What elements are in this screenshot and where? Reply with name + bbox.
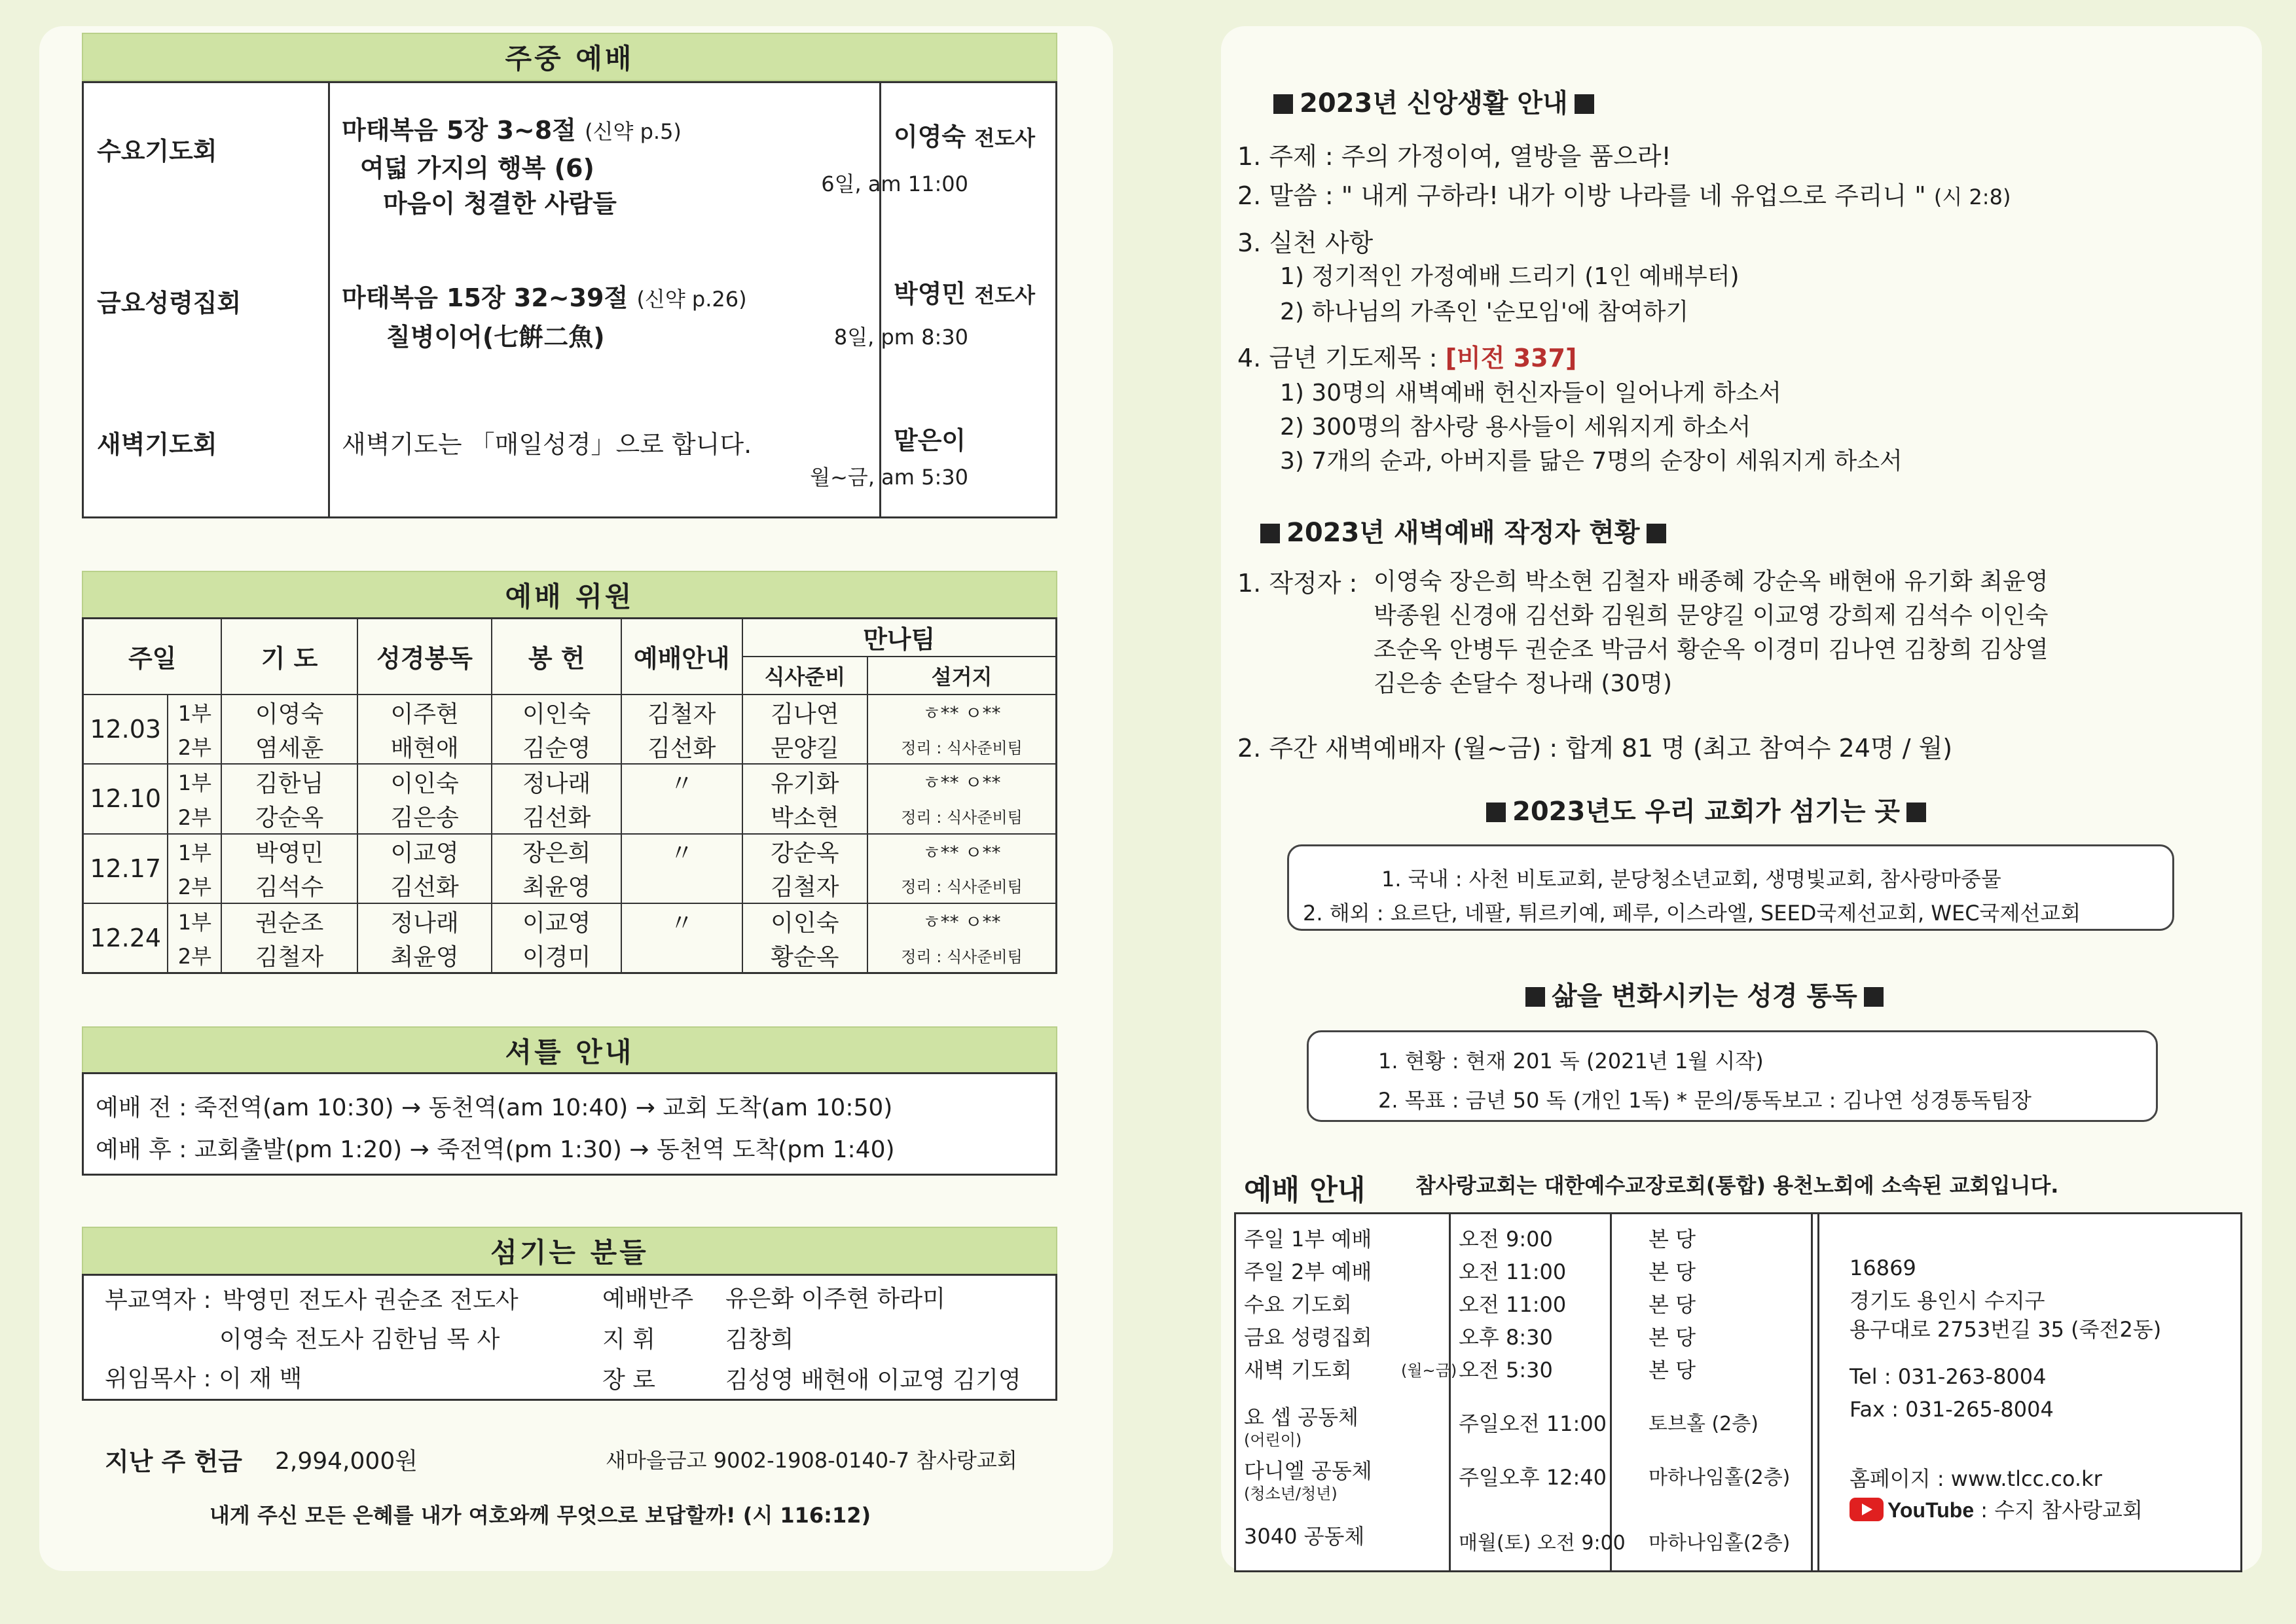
address-line-1: 경기도 용인시 수지구: [1850, 1288, 2045, 1313]
part-1-label: 1부: [168, 764, 221, 799]
committee-guide-1: 김철자: [621, 695, 742, 729]
committee-offering-2: 최윤영: [492, 869, 621, 903]
accompanist-label: 예배반주: [602, 1286, 694, 1312]
part-2-label: 2부: [168, 869, 221, 903]
committee-row: [83, 834, 1057, 869]
dawn-prayer-time: 월~금, am 5:30: [810, 465, 968, 490]
header-manna-team: 만나팀: [742, 619, 1057, 657]
committee-prayer-2: 염세훈: [221, 729, 357, 764]
bible-reading-goal: 2. 목표 : 금년 50 독 (개인 1독) * 문의/통독보고 : 김나연 성경통독팀장: [1378, 1088, 2032, 1113]
committee-clean: 정리 : 식사준비팀: [867, 799, 1056, 833]
committee-prep-1: 유기화: [742, 764, 868, 799]
elders: 김성영 배현애 이교영 김기영: [725, 1367, 1021, 1394]
committee-reading-2: 최윤영: [357, 938, 492, 973]
committee-prayer-2: 김석수: [221, 869, 357, 903]
committee-reading-2: 김은송: [357, 799, 492, 833]
mission-overseas: 2. 해외 : 요르단, 네팔, 튀르키예, 페루, 이스라엘, SEED국제선교회, WEC국제선교회: [1303, 901, 2081, 926]
committee-reading-2: 김선화: [357, 869, 492, 903]
committee-dish: ㅎ** ㅇ**: [867, 764, 1056, 799]
header-guide: 예배안내: [621, 619, 742, 695]
header-reading: 성경봉독: [357, 619, 492, 695]
conductor-label: 지 휘: [602, 1326, 655, 1353]
wednesday-sermon-2: 마음이 청결한 사람들: [383, 189, 617, 218]
committee-row: [83, 764, 1057, 799]
associate-ministers-2: 이영숙 전도사 김한님 목 사: [219, 1326, 500, 1353]
homepage: 홈페이지 : www.tlcc.co.kr: [1850, 1466, 2102, 1491]
committee-reading-2: 배현애: [357, 729, 492, 764]
service-time: 주일오전 11:00: [1459, 1411, 1607, 1436]
friday-sermon: 칠병이어(七餠二魚): [386, 323, 605, 352]
service-name: 3040 공동체: [1244, 1524, 1365, 1549]
committee-prep-1: 강순옥: [742, 834, 868, 869]
service-sub: (월~금): [1401, 1362, 1457, 1380]
accompanists: 유은화 이주현 하라미: [725, 1286, 945, 1312]
committee-guide-1: 〃: [621, 764, 742, 799]
committee-guide-1: 〃: [621, 834, 742, 869]
committee-guide-2: [621, 799, 742, 833]
part-1-label: 1부: [168, 903, 221, 938]
header-date: 주일: [83, 619, 222, 695]
service-place: 마하나임홀(2층): [1649, 1466, 1791, 1489]
committee-clean: 정리 : 식사준비팀: [867, 729, 1056, 764]
service-time: 오전 11:00: [1459, 1259, 1567, 1284]
associate-label: 부교역자 :: [105, 1287, 211, 1314]
wednesday-passage: 마태복음 5장 3~8절 (신약 p.5): [342, 116, 682, 145]
committee-date: 12.10: [83, 764, 168, 833]
service-place: 본 당: [1649, 1227, 1696, 1252]
committee-prayer-2: 강순옥: [221, 799, 357, 833]
committee-row-part2: [83, 869, 1057, 903]
dawn-prayer-name: 새벽기도회: [97, 430, 217, 459]
part-2-label: 2부: [168, 799, 221, 833]
bible-reading-title: 삶을 변화시키는 성경 통독: [1519, 975, 1890, 1013]
servants-title: 섬기는 분들: [82, 1227, 1057, 1275]
senior-pastor: 위임목사 : 이 재 백: [105, 1365, 302, 1392]
committee-clean: 정리 : 식사준비팀: [867, 869, 1056, 903]
committee-prep-2: 김철자: [742, 869, 868, 903]
committee-reading-1: 이교영: [357, 834, 492, 869]
prayer-item-2: 2) 300명의 참사랑 용사들이 세워지게 하소서: [1280, 414, 1751, 441]
service-place: 토브홀 (2층): [1649, 1413, 1758, 1435]
associate-ministers-1: 박영민 전도사 권순조 전도사: [223, 1287, 519, 1314]
committee-prep-2: 박소현: [742, 799, 868, 833]
bank-account: 새마을금고 9002-1908-0140-7 참사랑교회: [606, 1448, 1017, 1473]
committee-prep-2: 문양길: [742, 729, 868, 764]
committee-reading-1: 이주현: [357, 695, 492, 729]
dawn-prayer-note: 새벽기도는 「매일성경」으로 합니다.: [342, 430, 752, 459]
service-place: 본 당: [1649, 1325, 1696, 1350]
committee-row: [83, 695, 1057, 729]
committee-offering-1: 이교영: [492, 903, 621, 938]
dawn-leader: 맡은이: [894, 426, 966, 455]
committee-date: 12.03: [83, 695, 168, 764]
header-prayer: 기 도: [221, 619, 357, 695]
committee-prayer-1: 박영민: [221, 834, 357, 869]
committee-date: 12.24: [83, 903, 168, 973]
wednesday-prayer-time: 6일, am 11:00: [821, 171, 968, 196]
offering-amount: 2,994,000원: [275, 1448, 418, 1475]
committee-guide-2: [621, 869, 742, 903]
committee-dish: ㅎ** ㅇ**: [867, 834, 1056, 869]
committee-offering-1: 정나래: [492, 764, 621, 799]
service-name: 주일 2부 예배: [1244, 1259, 1372, 1284]
committee-offering-1: 이인숙: [492, 695, 621, 729]
shuttle-before: 예배 전 : 죽전역(am 10:30) → 동천역(am 10:40) → 교회 도착(am 10:50): [96, 1094, 893, 1121]
elders-label: 장 로: [602, 1367, 655, 1394]
dawn-pledge-title: 2023년 새벽예배 작정자 현황: [1254, 512, 1673, 549]
psalm-verse: 내게 주신 모든 은혜를 내가 여호와께 무엇으로 보답할까! (시 116:12): [210, 1503, 871, 1528]
youtube-icon: [1850, 1498, 1884, 1521]
denomination-note: 참사랑교회는 대한예수교장로회(통합) 용천노회에 소속된 교회입니다.: [1415, 1173, 2059, 1198]
conductor: 김창희: [725, 1326, 794, 1353]
committee-guide-2: [621, 938, 742, 973]
faith-theme: 1. 주제 : 주의 가정이여, 열방을 품으라!: [1237, 142, 1671, 171]
committee-prep-1: 이인숙: [742, 903, 868, 938]
service-time: 오전 9:00: [1459, 1227, 1553, 1252]
service-name: 수요 기도회: [1244, 1292, 1352, 1317]
committee-prep-2: 황순옥: [742, 938, 868, 973]
offering-label: 지난 주 헌금: [105, 1447, 242, 1476]
committee-date: 12.17: [83, 834, 168, 903]
prayer-item-1: 1) 30명의 새벽예배 헌신자들이 일어나게 하소서: [1280, 380, 1781, 406]
zip-code: 16869: [1850, 1255, 1916, 1280]
service-place: 본 당: [1649, 1358, 1696, 1382]
shuttle-after: 예배 후 : 교회출발(pm 1:20) → 죽전역(pm 1:30) → 동천역 도착(pm 1:40): [96, 1136, 895, 1163]
wednesday-leader: 이영숙 전도사: [894, 122, 1036, 151]
service-place: 마하나임홀(2층): [1649, 1532, 1791, 1555]
friday-passage: 마태복음 15장 32~39절 (신약 p.26): [342, 283, 747, 312]
worship-committee-title: 예배 위원: [82, 571, 1057, 619]
service-name: 다니엘 공동체: [1244, 1458, 1372, 1483]
wednesday-prayer-name: 수요기도회: [97, 137, 217, 166]
header-offering: 봉 헌: [492, 619, 621, 695]
pledgers-line-1: 이영숙 장은희 박소현 김철자 배종혜 강순옥 배현애 유기화 최윤영: [1374, 568, 2049, 595]
service-time: 오후 8:30: [1459, 1325, 1553, 1350]
part-1-label: 1부: [168, 695, 221, 729]
friday-leader: 박영민 전도사: [894, 280, 1036, 308]
committee-row: [83, 903, 1057, 938]
committee-row-part2: [83, 799, 1057, 833]
bible-reading-status: 1. 현황 : 현재 201 독 (2021년 1월 시작): [1378, 1049, 1764, 1074]
service-name: 금요 성령집회: [1244, 1325, 1372, 1350]
committee-row-part2: [83, 729, 1057, 764]
service-place: 본 당: [1649, 1259, 1696, 1284]
part-2-label: 2부: [168, 729, 221, 764]
committee-guide-2: 김선화: [621, 729, 742, 764]
worship-committee-table: [82, 617, 1057, 974]
service-time: 오전 5:30: [1459, 1358, 1553, 1382]
committee-prayer-1: 김한님: [221, 764, 357, 799]
part-2-label: 2부: [168, 938, 221, 973]
committee-reading-1: 정나래: [357, 903, 492, 938]
pledgers-line-3: 조순옥 안병두 권순조 박금서 황순옥 이경미 김나연 김창희 김상열: [1374, 636, 2049, 663]
part-1-label: 1부: [168, 834, 221, 869]
committee-offering-2: 이경미: [492, 938, 621, 973]
faith-guide-title: 2023년 신앙생활 안내: [1267, 82, 1601, 120]
committee-prayer-2: 김철자: [221, 938, 357, 973]
pledger-label: 1. 작정자 :: [1237, 569, 1358, 598]
committee-prep-1: 김나연: [742, 695, 868, 729]
youtube-channel: YouTube : 수지 참사랑교회: [1850, 1494, 2143, 1524]
pledgers-line-4: 김은송 손달수 정나래 (30명): [1374, 670, 1672, 697]
committee-offering-2: 김선화: [492, 799, 621, 833]
weekday-worship-title: 주중 예배: [82, 33, 1057, 81]
committee-dish: ㅎ** ㅇ**: [867, 903, 1056, 938]
pledgers-line-2: 박종원 신경애 김선화 김원희 문양길 이교영 강희제 김석수 이인숙: [1374, 602, 2049, 629]
service-guide-title: 예배 안내: [1244, 1174, 1366, 1207]
committee-offering-1: 장은희: [492, 834, 621, 869]
committee-reading-1: 이인숙: [357, 764, 492, 799]
service-place: 본 당: [1649, 1292, 1696, 1317]
service-name: 요 셉 공동체: [1244, 1405, 1358, 1430]
committee-guide-1: 〃: [621, 903, 742, 938]
mission-domestic: 1. 국내 : 사천 비토교회, 분당청소년교회, 생명빛교회, 참사랑마중물: [1381, 867, 2001, 892]
shuttle-title: 셔틀 안내: [82, 1026, 1057, 1075]
service-name: 주일 1부 예배: [1244, 1227, 1372, 1252]
friday-meeting-name: 금요성령집회: [97, 289, 242, 317]
address-line-2: 용구대로 2753번길 35 (죽전2동): [1850, 1317, 2162, 1342]
committee-clean: 정리 : 식사준비팀: [867, 938, 1056, 973]
committee-row-part2: [83, 938, 1057, 973]
wednesday-sermon-1: 여덟 가지의 행복 (6): [360, 154, 594, 183]
telephone: Tel : 031-263-8004: [1850, 1364, 2047, 1389]
practice-1: 1) 정기적인 가정예배 드리기 (1인 예배부터): [1280, 263, 1740, 290]
prayer-item-3: 3) 7개의 순과, 아버지를 닮은 7명의 순장이 세워지게 하소서: [1280, 448, 1903, 475]
committee-dish: ㅎ** ㅇ**: [867, 695, 1056, 729]
service-sub: (청소년/청년): [1244, 1485, 1338, 1503]
header-dishwashing: 설거지: [867, 657, 1056, 695]
committee-offering-2: 김순영: [492, 729, 621, 764]
practice-heading: 3. 실천 사항: [1237, 228, 1374, 257]
weekly-dawn-attendance: 2. 주간 새벽예배자 (월~금) : 합계 81 명 (최고 참여수 24명 / 월): [1237, 734, 1953, 763]
service-name: 새벽 기도회: [1244, 1358, 1352, 1382]
friday-meeting-time: 8일, pm 8:30: [833, 325, 968, 350]
service-sub: (어린이): [1244, 1431, 1302, 1449]
service-time: 오전 11:00: [1459, 1292, 1567, 1317]
header-meal-prep: 식사준비: [742, 657, 868, 695]
faith-word: 2. 말씀 : " 내게 구하라! 내가 이방 나라를 네 유업으로 주리니 " (시 2:8): [1237, 181, 2011, 210]
service-time: 주일오후 12:40: [1459, 1465, 1607, 1490]
prayer-heading: 4. 금년 기도제목 : [비전 337]: [1237, 344, 1577, 372]
practice-2: 2) 하나님의 가족인 '순모임'에 참여하기: [1280, 298, 1689, 325]
service-time: 매월(토) 오전 9:00: [1459, 1532, 1626, 1555]
committee-prayer-1: 이영숙: [221, 695, 357, 729]
committee-prayer-1: 권순조: [221, 903, 357, 938]
fax: Fax : 031-265-8004: [1850, 1397, 2054, 1422]
mission-title: 2023년도 우리 교회가 섬기는 곳: [1480, 791, 1933, 828]
